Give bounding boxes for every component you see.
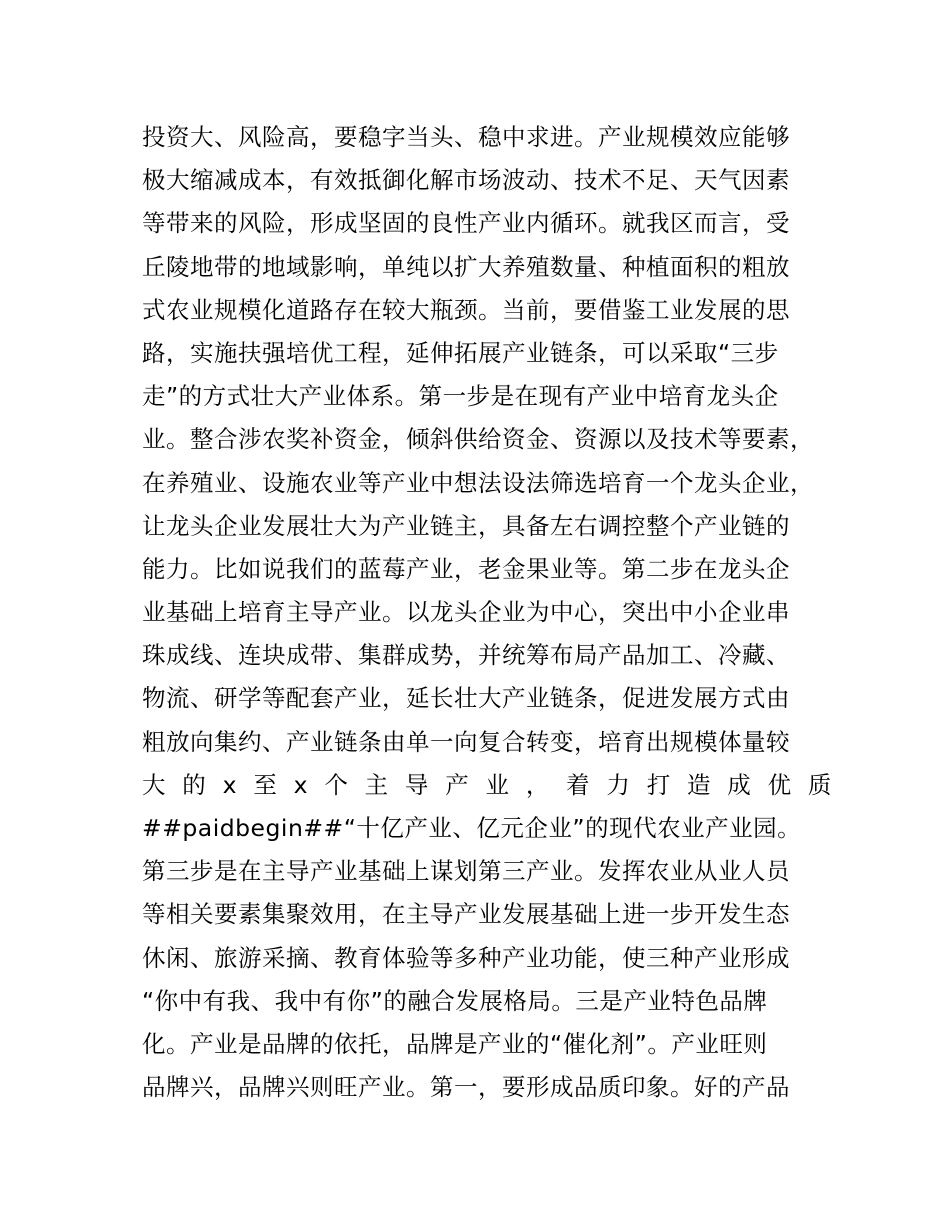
text-line-2: 极大缩减成本，有效抵御化解市场波动、技术不足、天气因素: [142, 166, 790, 195]
justified-char: 导: [404, 770, 429, 799]
justified-char: 的: [182, 770, 207, 799]
text-line-1: 投资大、风险高，要稳字当头、稳中求进。产业规模效应能够: [142, 123, 790, 151]
justified-char: 质: [807, 770, 832, 799]
text-line-18: 第三步是在主导产业基础上谋划第三产业。发挥农业从业人员: [142, 857, 790, 886]
justified-char: 打: [646, 770, 671, 799]
text-line-9: 在养殖业、设施农业等产业中想法设法筛选培育一个龙头企业，: [142, 468, 814, 497]
text-line-16-justified: [142, 764, 832, 807]
justified-char: 优: [767, 770, 792, 799]
text-line-7: 走”的方式壮大产业体系。第一步是在现有产业中培育龙头企: [142, 382, 779, 411]
text-line-6: 路，实施扶强培优工程，延伸拓展产业链条，可以采取“三步: [142, 338, 779, 367]
text-line-3: 等带来的风险，形成坚固的良性产业内循环。就我区而言，受: [142, 209, 790, 238]
text-line-5: 式农业规模化道路存在较大瓶颈。当前，要借鉴工业发展的思: [142, 295, 790, 324]
justified-char: 至: [253, 770, 278, 799]
justified-char: 着: [566, 770, 591, 799]
text-line-4: 丘陵地带的地域影响，单纯以扩大养殖数量、种植面积的粗放: [142, 252, 790, 281]
text-line-23: 品牌兴，品牌兴则旺产业。第一，要形成品质印象。好的产品: [142, 1073, 790, 1102]
text-line-19: 等相关要素集聚效用，在主导产业发展基础上进一步开发生态: [142, 900, 790, 929]
text-line-15: 粗放向集约、产业链条由单一向复合转变，培育出规模体量较: [142, 727, 790, 756]
text-line-13: 珠成线、连块成带、集群成势，并统筹布局产品加工、冷藏、: [142, 641, 790, 670]
justified-char: ，: [525, 770, 550, 799]
justified-char: 主: [364, 770, 389, 799]
text-line-12: 业基础上培育主导产业。以龙头企业为中心，突出中小企业串: [142, 598, 790, 627]
text-line-22: 化。产业是品牌的依托，品牌是产业的“催化剂”。产业旺则: [142, 1029, 768, 1058]
body-text: [142, 116, 832, 1109]
text-line-10: 让龙头企业发展壮大为产业链主，具备左右调控整个产业链的: [142, 511, 790, 540]
justified-char: 力: [606, 770, 631, 799]
text-line-21: “你中有我、我中有你”的融合发展格局。三是产业特色品牌: [142, 986, 768, 1015]
text-line-14: 物流、研学等配套产业，延长壮大产业链条，促进发展方式由: [142, 684, 790, 713]
justified-char: 产: [445, 770, 470, 799]
text-line-20: 休闲、旅游采摘、教育体验等多种产业功能，使三种产业形成: [142, 943, 790, 972]
justified-char: x: [222, 770, 238, 799]
text-line-17: ##paidbegin##“十亿产业、亿元企业”的现代农业产业园。: [142, 814, 802, 842]
justified-char: 成: [727, 770, 752, 799]
justified-char: 造: [687, 770, 711, 799]
text-line-8: 业。整合涉农奖补资金，倾斜供给资金、资源以及技术等要素，: [142, 425, 814, 454]
justified-char: x: [293, 770, 309, 799]
justified-char: 大: [142, 770, 166, 799]
justified-char: 个: [324, 770, 349, 799]
text-line-11: 能力。比如说我们的蓝莓产业，老金果业等。第二步在龙头企: [142, 554, 790, 583]
justified-char: 业: [485, 770, 510, 799]
